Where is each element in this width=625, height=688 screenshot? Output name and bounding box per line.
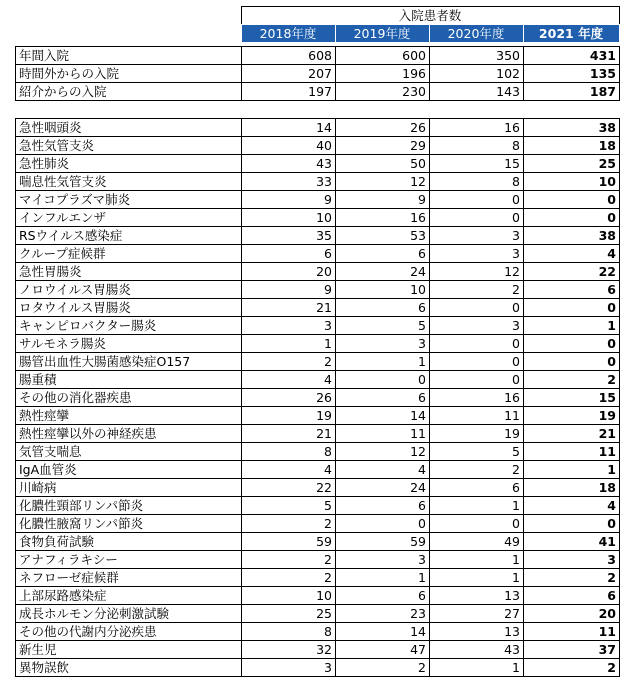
year-header-2019: 2019年度 — [335, 25, 429, 43]
cell-value: 3 — [430, 245, 524, 263]
table-row — [16, 407, 620, 425]
cell-value: 10 — [524, 173, 620, 191]
cell-value: 14 — [336, 623, 430, 641]
table-row — [16, 191, 620, 209]
cell-value: 608 — [242, 47, 336, 65]
row-label: 急性気管支炎 — [16, 137, 242, 155]
cell-value: 16 — [430, 119, 524, 137]
cell-value: 4 — [242, 461, 336, 479]
cell-value: 8 — [430, 173, 524, 191]
cell-value: 6 — [336, 299, 430, 317]
row-label: マイコプラズマ肺炎 — [16, 191, 242, 209]
header-table — [15, 6, 620, 43]
row-label: 時間外からの入院 — [16, 65, 242, 83]
cell-value: 1 — [430, 551, 524, 569]
cell-value: 2 — [430, 281, 524, 299]
cell-value: 2 — [242, 353, 336, 371]
table-row — [16, 281, 620, 299]
cell-value: 3 — [336, 335, 430, 353]
row-label: 腸重積 — [16, 371, 242, 389]
row-label: 異物誤飲 — [16, 659, 242, 677]
cell-value: 16 — [430, 389, 524, 407]
table-row — [16, 569, 620, 587]
cell-value: 8 — [242, 443, 336, 461]
cell-value: 14 — [336, 407, 430, 425]
cell-value: 11 — [524, 623, 620, 641]
row-label: 腸管出血性大腸菌感染症O157 — [16, 353, 242, 371]
row-label: IgA血管炎 — [16, 461, 242, 479]
cell-value: 2 — [242, 569, 336, 587]
cell-value: 2 — [430, 461, 524, 479]
cell-value: 47 — [336, 641, 430, 659]
row-label: 喘息性気管支炎 — [16, 173, 242, 191]
cell-value: 6 — [336, 587, 430, 605]
cell-value: 16 — [336, 209, 430, 227]
cell-value: 18 — [524, 479, 620, 497]
cell-value: 3 — [524, 551, 620, 569]
cell-value: 135 — [524, 65, 620, 83]
cell-value: 25 — [242, 605, 336, 623]
cell-value: 3 — [430, 317, 524, 335]
table-row — [16, 371, 620, 389]
cell-value: 24 — [336, 263, 430, 281]
header-blank — [15, 7, 241, 25]
row-label: ネフローゼ症候群 — [16, 569, 242, 587]
row-label: 気管支喘息 — [16, 443, 242, 461]
cell-value: 2 — [242, 515, 336, 533]
year-header-2018: 2018年度 — [241, 25, 335, 43]
row-label: 急性胃腸炎 — [16, 263, 242, 281]
row-label: 熱性痙攣以外の神経疾患 — [16, 425, 242, 443]
cell-value: 1 — [336, 353, 430, 371]
cell-value: 143 — [430, 83, 524, 101]
row-label: キャンピロバクター腸炎 — [16, 317, 242, 335]
table-row — [16, 335, 620, 353]
row-label: 年間入院 — [16, 47, 242, 65]
cell-value: 12 — [430, 263, 524, 281]
cell-value: 230 — [336, 83, 430, 101]
cell-value: 14 — [242, 119, 336, 137]
cell-value: 0 — [524, 335, 620, 353]
cell-value: 26 — [336, 119, 430, 137]
cell-value: 59 — [242, 533, 336, 551]
cell-value: 1 — [430, 497, 524, 515]
cell-value: 11 — [524, 443, 620, 461]
cell-value: 196 — [336, 65, 430, 83]
cell-value: 40 — [242, 137, 336, 155]
cell-value: 1 — [430, 569, 524, 587]
table-row — [16, 425, 620, 443]
cell-value: 1 — [524, 461, 620, 479]
cell-value: 0 — [430, 371, 524, 389]
row-label: その他の消化器疾患 — [16, 389, 242, 407]
cell-value: 0 — [430, 209, 524, 227]
cell-value: 15 — [430, 155, 524, 173]
row-label: アナフィラキシー — [16, 551, 242, 569]
year-header-2021: 2021 年度 — [523, 25, 619, 43]
cell-value: 0 — [430, 335, 524, 353]
cell-value: 6 — [336, 245, 430, 263]
cell-value: 32 — [242, 641, 336, 659]
cell-value: 21 — [242, 299, 336, 317]
table-row — [16, 389, 620, 407]
cell-value: 6 — [430, 479, 524, 497]
cell-value: 4 — [242, 371, 336, 389]
cell-value: 15 — [524, 389, 620, 407]
cell-value: 8 — [430, 137, 524, 155]
cell-value: 431 — [524, 47, 620, 65]
cell-value: 4 — [524, 497, 620, 515]
cell-value: 49 — [430, 533, 524, 551]
cell-value: 37 — [524, 641, 620, 659]
cell-value: 50 — [336, 155, 430, 173]
cell-value: 3 — [242, 317, 336, 335]
cell-value: 6 — [336, 497, 430, 515]
table-row — [16, 533, 620, 551]
cell-value: 23 — [336, 605, 430, 623]
cell-value: 22 — [524, 263, 620, 281]
table-row — [16, 173, 620, 191]
table-row — [16, 299, 620, 317]
cell-value: 1 — [524, 317, 620, 335]
cell-value: 25 — [524, 155, 620, 173]
table-row — [16, 623, 620, 641]
table-row — [16, 479, 620, 497]
table-row — [16, 317, 620, 335]
cell-value: 12 — [336, 443, 430, 461]
cell-value: 53 — [336, 227, 430, 245]
cell-value: 13 — [430, 623, 524, 641]
row-label: RSウイルス感染症 — [16, 227, 242, 245]
cell-value: 2 — [524, 659, 620, 677]
row-label: 上部尿路感染症 — [16, 587, 242, 605]
table-row — [16, 443, 620, 461]
cell-value: 0 — [524, 299, 620, 317]
table-row — [16, 209, 620, 227]
cell-value: 6 — [336, 389, 430, 407]
table-row — [16, 515, 620, 533]
table-row — [16, 83, 620, 101]
row-label: 新生児 — [16, 641, 242, 659]
cell-value: 20 — [524, 605, 620, 623]
table-row — [16, 551, 620, 569]
cell-value: 19 — [524, 407, 620, 425]
cell-value: 1 — [336, 569, 430, 587]
table-row — [16, 227, 620, 245]
row-label: サルモネラ腸炎 — [16, 335, 242, 353]
cell-value: 38 — [524, 119, 620, 137]
cell-value: 3 — [430, 227, 524, 245]
cell-value: 197 — [242, 83, 336, 101]
table-row — [16, 263, 620, 281]
table-row — [16, 119, 620, 137]
table-title: 入院患者数 — [241, 7, 619, 25]
cell-value: 2 — [336, 659, 430, 677]
cell-value: 207 — [242, 65, 336, 83]
cell-value: 33 — [242, 173, 336, 191]
cell-value: 9 — [336, 191, 430, 209]
table-row — [16, 155, 620, 173]
cell-value: 19 — [242, 407, 336, 425]
table-row — [16, 353, 620, 371]
cell-value: 0 — [336, 515, 430, 533]
cell-value: 12 — [336, 173, 430, 191]
cell-value: 21 — [242, 425, 336, 443]
cell-value: 41 — [524, 533, 620, 551]
cell-value: 3 — [336, 551, 430, 569]
cell-value: 1 — [242, 335, 336, 353]
summary-table — [15, 46, 620, 101]
disease-table — [15, 118, 620, 677]
cell-value: 0 — [430, 191, 524, 209]
header-blank — [15, 25, 241, 43]
cell-value: 13 — [430, 587, 524, 605]
row-label: 急性肺炎 — [16, 155, 242, 173]
table-row — [16, 47, 620, 65]
table-row — [16, 137, 620, 155]
table-row — [16, 245, 620, 263]
row-label: 熱性痙攣 — [16, 407, 242, 425]
cell-value: 43 — [242, 155, 336, 173]
row-label: ノロウイルス胃腸炎 — [16, 281, 242, 299]
cell-value: 11 — [430, 407, 524, 425]
cell-value: 6 — [524, 281, 620, 299]
cell-value: 10 — [336, 281, 430, 299]
cell-value: 27 — [430, 605, 524, 623]
cell-value: 24 — [336, 479, 430, 497]
cell-value: 4 — [524, 245, 620, 263]
cell-value: 5 — [242, 497, 336, 515]
table-row — [16, 641, 620, 659]
row-label: 川崎病 — [16, 479, 242, 497]
cell-value: 9 — [242, 281, 336, 299]
cell-value: 10 — [242, 209, 336, 227]
cell-value: 0 — [430, 353, 524, 371]
cell-value: 8 — [242, 623, 336, 641]
row-label: 化膿性腋窩リンパ節炎 — [16, 515, 242, 533]
table-row — [16, 605, 620, 623]
row-label: クループ症候群 — [16, 245, 242, 263]
table-row — [16, 497, 620, 515]
cell-value: 0 — [524, 515, 620, 533]
cell-value: 0 — [430, 515, 524, 533]
cell-value: 1 — [430, 659, 524, 677]
row-label: 成長ホルモン分泌刺激試験 — [16, 605, 242, 623]
cell-value: 0 — [524, 209, 620, 227]
cell-value: 102 — [430, 65, 524, 83]
cell-value: 21 — [524, 425, 620, 443]
table-row — [16, 65, 620, 83]
cell-value: 22 — [242, 479, 336, 497]
cell-value: 6 — [242, 245, 336, 263]
row-label: その他の代謝内分泌疾患 — [16, 623, 242, 641]
cell-value: 0 — [524, 353, 620, 371]
cell-value: 59 — [336, 533, 430, 551]
cell-value: 0 — [524, 191, 620, 209]
cell-value: 5 — [336, 317, 430, 335]
table-row — [16, 587, 620, 605]
row-label: ロタウイルス胃腸炎 — [16, 299, 242, 317]
cell-value: 0 — [336, 371, 430, 389]
table-row — [16, 461, 620, 479]
row-label: 急性咽頭炎 — [16, 119, 242, 137]
cell-value: 4 — [336, 461, 430, 479]
cell-value: 29 — [336, 137, 430, 155]
cell-value: 9 — [242, 191, 336, 209]
cell-value: 35 — [242, 227, 336, 245]
cell-value: 2 — [524, 569, 620, 587]
cell-value: 38 — [524, 227, 620, 245]
cell-value: 26 — [242, 389, 336, 407]
table-row — [16, 659, 620, 677]
row-label: 食物負荷試験 — [16, 533, 242, 551]
cell-value: 350 — [430, 47, 524, 65]
cell-value: 11 — [336, 425, 430, 443]
cell-value: 3 — [242, 659, 336, 677]
cell-value: 2 — [524, 371, 620, 389]
year-header-2020: 2020年度 — [429, 25, 523, 43]
cell-value: 18 — [524, 137, 620, 155]
row-label: インフルエンザ — [16, 209, 242, 227]
cell-value: 6 — [524, 587, 620, 605]
cell-value: 10 — [242, 587, 336, 605]
cell-value: 600 — [336, 47, 430, 65]
cell-value: 5 — [430, 443, 524, 461]
cell-value: 20 — [242, 263, 336, 281]
row-label: 紹介からの入院 — [16, 83, 242, 101]
row-label: 化膿性頸部リンパ節炎 — [16, 497, 242, 515]
cell-value: 0 — [430, 299, 524, 317]
cell-value: 187 — [524, 83, 620, 101]
cell-value: 43 — [430, 641, 524, 659]
cell-value: 19 — [430, 425, 524, 443]
cell-value: 2 — [242, 551, 336, 569]
